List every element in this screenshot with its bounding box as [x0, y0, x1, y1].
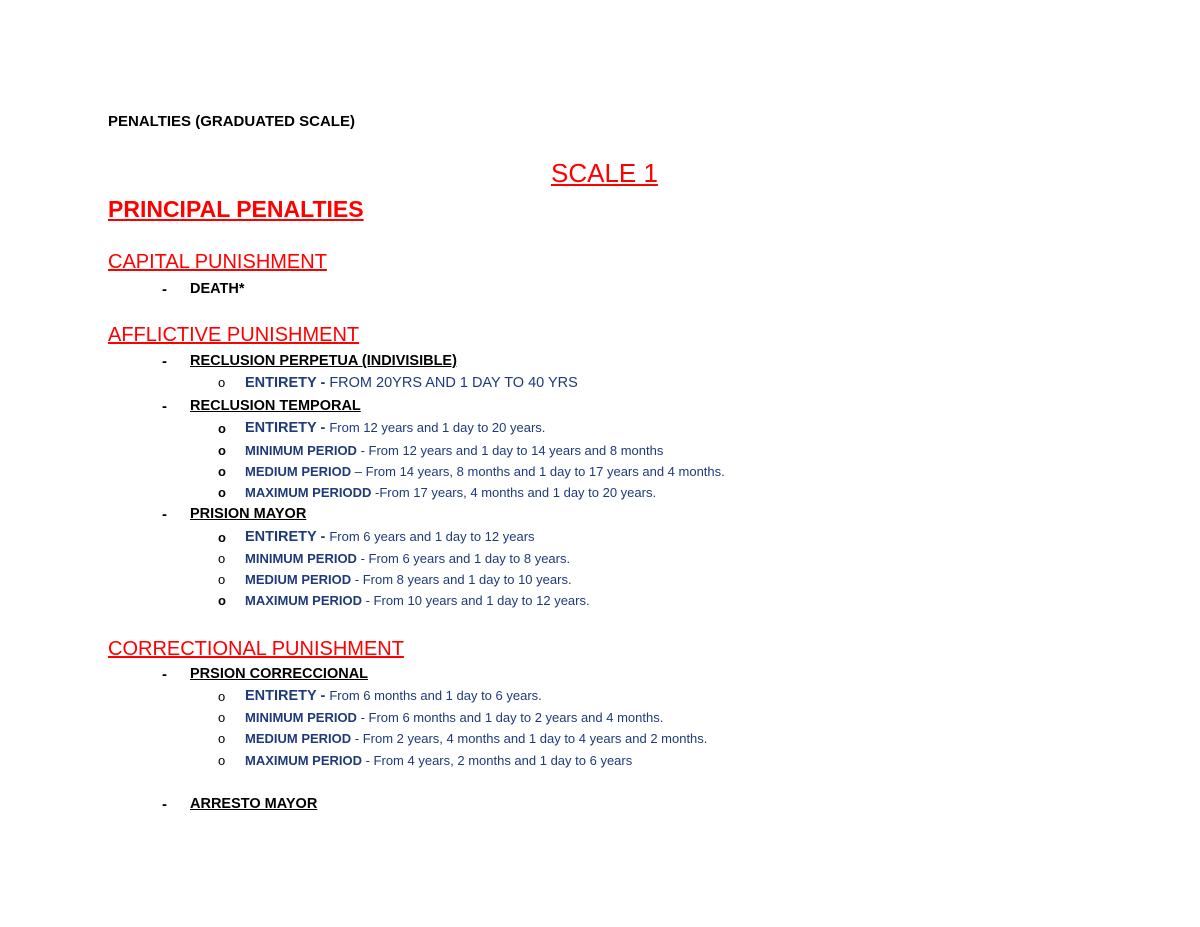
- list-item: MINIMUM PERIOD - From 6 years and 1 day to 8 years.: [245, 551, 571, 566]
- list-item: ENTIRETY - From 12 years and 1 day to 20 years.: [245, 420, 546, 436]
- principal-penalties-heading: PRINCIPAL PENALTIES: [108, 196, 364, 222]
- prision-mayor-item: PRISION MAYOR: [190, 506, 307, 522]
- capital-punishment-heading: CAPITAL PUNISHMENT: [108, 251, 327, 273]
- list-item: MEDIUM PERIOD – From 14 years, 8 months and 1 day to 17 years and 4 months.: [245, 464, 725, 479]
- reclusion-perpetua-item: RECLUSION PERPETUA (INDIVISIBLE): [190, 353, 457, 369]
- prision-correccional-item: PRSION CORRECCIONAL: [190, 666, 369, 682]
- list-item: MAXIMUM PERIODD -From 17 years, 4 months and 1 day to 20 years.: [245, 485, 657, 500]
- circle-bullet-icon: o: [218, 464, 226, 479]
- circle-bullet-icon: o: [218, 421, 226, 436]
- circle-bullet-icon: o: [218, 572, 226, 587]
- scale-heading: SCALE 1: [551, 158, 658, 188]
- list-item: MINIMUM PERIOD - From 6 months and 1 day to 2 years and 4 months.: [245, 710, 664, 725]
- circle-bullet-icon: o: [218, 375, 226, 390]
- list-dash: -: [162, 506, 167, 523]
- arresto-mayor-item: ARRESTO MAYOR: [190, 796, 318, 812]
- document-title: PENALTIES (GRADUATED SCALE): [108, 113, 355, 130]
- afflictive-punishment-heading: AFFLICTIVE PUNISHMENT: [108, 324, 360, 346]
- circle-bullet-icon: o: [218, 689, 226, 704]
- list-dash: -: [162, 398, 167, 415]
- circle-bullet-icon: o: [218, 443, 226, 458]
- correctional-punishment-heading: CORRECTIONAL PUNISHMENT: [108, 638, 404, 660]
- circle-bullet-icon: o: [218, 753, 226, 768]
- list-item: MEDIUM PERIOD - From 2 years, 4 months and 1 day to 4 years and 2 months.: [245, 731, 708, 746]
- list-dash: -: [162, 796, 167, 813]
- list-dash: -: [162, 666, 167, 683]
- list-item: MAXIMUM PERIOD - From 10 years and 1 day to 12 years.: [245, 593, 590, 608]
- list-item: ENTIRETY - From 6 years and 1 day to 12 years: [245, 529, 535, 545]
- circle-bullet-icon: o: [218, 710, 226, 725]
- list-dash: -: [162, 281, 167, 298]
- circle-bullet-icon: o: [218, 485, 226, 500]
- reclusion-temporal-item: RECLUSION TEMPORAL: [190, 398, 361, 414]
- list-item: MINIMUM PERIOD - From 12 years and 1 day to 14 years and 8 months: [245, 443, 664, 458]
- list-item: MAXIMUM PERIOD - From 4 years, 2 months and 1 day to 6 years: [245, 753, 633, 768]
- list-item: MEDIUM PERIOD - From 8 years and 1 day to 10 years.: [245, 572, 572, 587]
- death-item: DEATH*: [190, 281, 245, 297]
- circle-bullet-icon: o: [218, 731, 226, 746]
- list-dash: -: [162, 353, 167, 370]
- circle-bullet-icon: o: [218, 593, 226, 608]
- circle-bullet-icon: o: [218, 551, 226, 566]
- circle-bullet-icon: o: [218, 530, 226, 545]
- list-item: ENTIRETY - From 6 months and 1 day to 6 years.: [245, 688, 542, 704]
- list-item: ENTIRETY - FROM 20YRS AND 1 DAY TO 40 YRS: [245, 375, 578, 391]
